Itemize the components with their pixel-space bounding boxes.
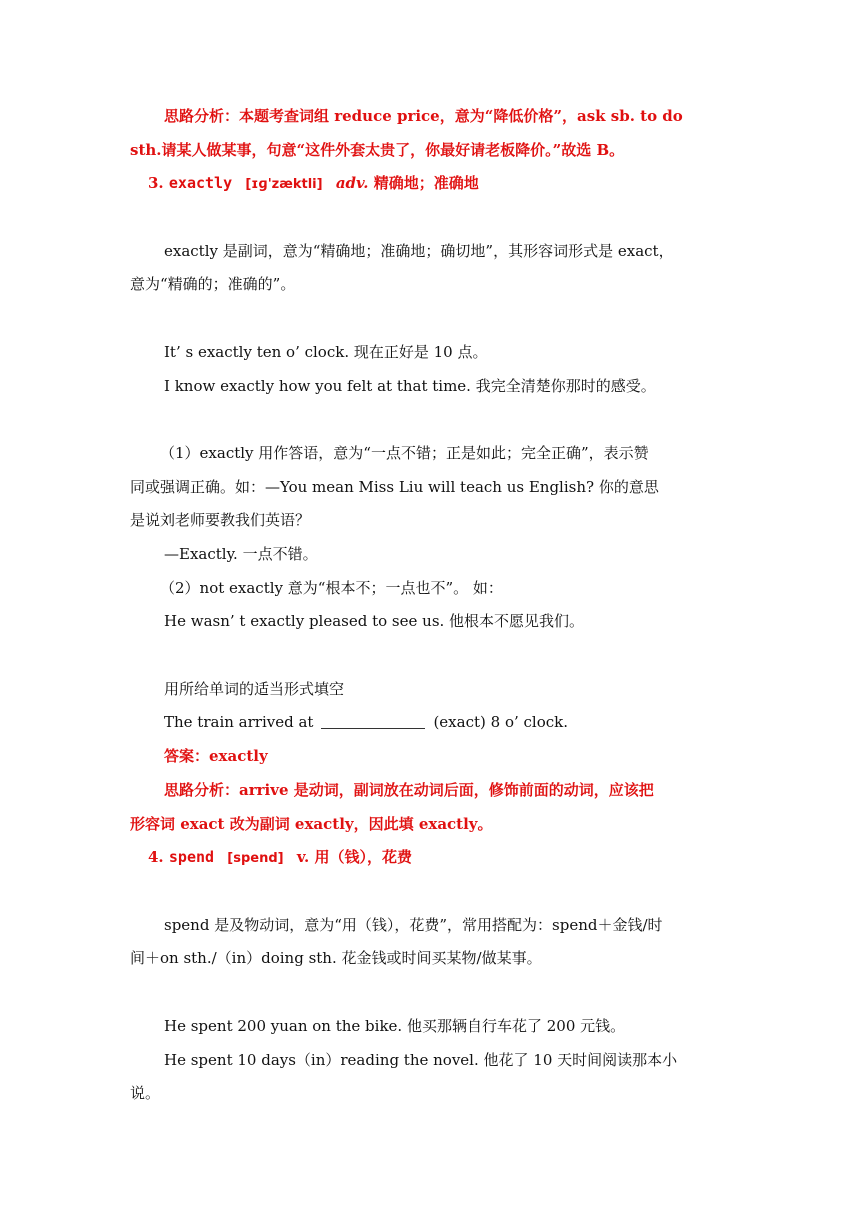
example-sentence: It’ s exactly ten o’ clock. 现在正好是 10 点。 (164, 343, 488, 361)
example-sentence: He spent 10 days（in）reading the novel. 他花了 10 天时间阅读那本小 (164, 1051, 678, 1069)
usage-note-line: 是说刘老师要教我们英语？ (130, 511, 311, 529)
heading-word: exactly (168, 174, 233, 192)
usage-note-line: （1）exactly 用作答语，意为“一点不错；正是如此；完全正确”，表示赞 (160, 444, 649, 462)
vocab-heading-exactly (148, 173, 748, 195)
exercise-question (164, 712, 764, 732)
part-of-speech: adv. (335, 174, 369, 192)
analysis-line: 形容词 exact 改为副词 exactly，因此填 exactly。 (130, 815, 493, 833)
answer-blank (321, 713, 425, 729)
paragraph-line: exactly 是副词，意为“精确地；准确地；确切地”，其形容词形式是 exact， (164, 242, 674, 260)
phonetic-label: [ɪɡ'zæktli] (245, 177, 323, 192)
part-of-speech: v. (296, 848, 310, 866)
exercise-title: 用所给单词的适当形式填空 (164, 680, 345, 698)
answer-line: 答案：exactly (164, 747, 268, 765)
example-sentence: 说。 (130, 1084, 161, 1102)
question-text: (exact) 8 o’ clock. (433, 713, 568, 731)
heading-meaning: 精确地；准确地 (373, 174, 479, 192)
analysis-line: 思路分析：arrive 是动词，副词放在动词后面，修饰前面的动词，应该把 (164, 781, 654, 799)
analysis-line: sth.请某人做某事，句意“这件外套太贵了，你最好请老板降价。”故选 B。 (130, 141, 625, 159)
heading-number: 4. (148, 848, 164, 866)
heading-meaning: 用（钱），花费 (314, 848, 413, 866)
paragraph-line: 意为“精确的；准确的”。 (130, 275, 296, 293)
paragraph-line: 间＋on sth./（in）doing sth. 花金钱或时间买某物/做某事。 (130, 949, 542, 967)
question-text: The train arrived at (164, 713, 314, 731)
example-sentence: I know exactly how you felt at that time. 我完全清楚你那时的感受。 (164, 377, 656, 395)
example-sentence: He spent 200 yuan on the bike. 他买那辆自行车花了 200 元钱。 (164, 1017, 626, 1035)
phonetic-label: [spend] (227, 851, 284, 866)
example-sentence: He wasn’ t exactly pleased to see us. 他根本不愿见我们。 (164, 612, 585, 630)
heading-word: spend (168, 848, 215, 866)
heading-number: 3. (148, 174, 164, 192)
analysis-line: 思路分析：本题考查词组 reduce price，意为“降低价格”，ask sb. to do (164, 107, 683, 125)
usage-note-line: 同或强调正确。如：—You mean Miss Liu will teach us English? 你的意思 (130, 478, 659, 496)
usage-note-line: （2）not exactly 意为“根本不；一点也不”。 如： (160, 579, 503, 597)
usage-note-line: —Exactly. 一点不错。 (164, 545, 318, 563)
vocab-heading-spend (148, 847, 748, 869)
paragraph-line: spend 是及物动词，意为“用（钱），花费”，常用搭配为：spend＋金钱/时 (164, 916, 663, 934)
